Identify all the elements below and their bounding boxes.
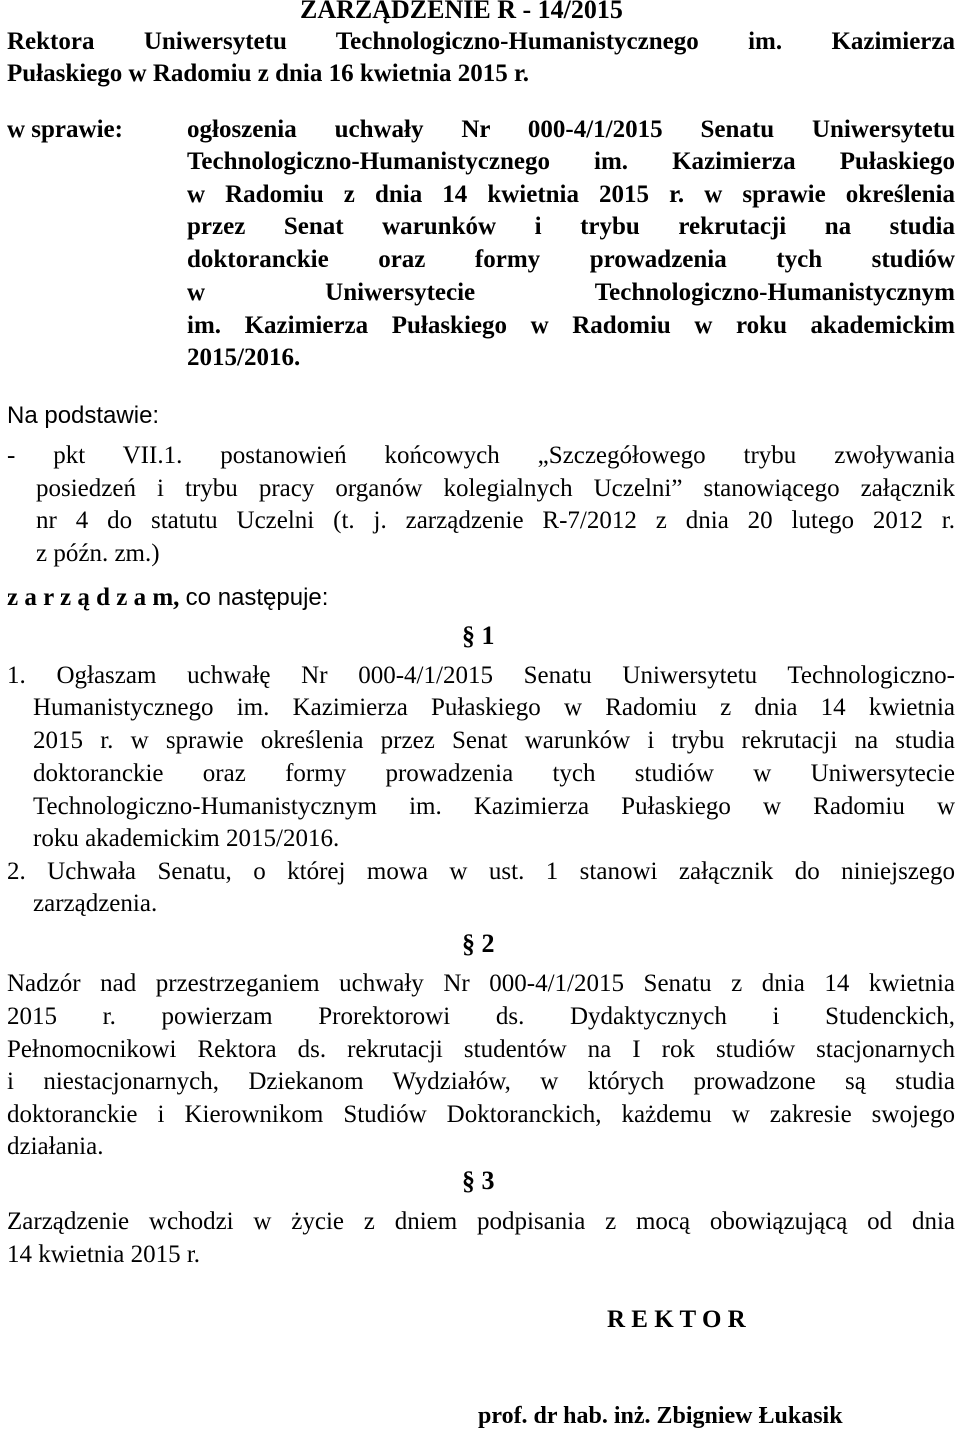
section-2-line: 2015 r. powierzam Prorektorowi ds. Dydaktycznych i Studenckich, (7, 1003, 955, 1030)
issuer-line-2: Pułaskiego w Radomiu z dnia 16 kwietnia 2015 r. (7, 60, 530, 87)
order-phrase (7, 582, 328, 614)
section-2-line: Pełnomocnikowi Rektora ds. rekrutacji studentów na I rok studiów stacjonarnych (7, 1036, 955, 1063)
document-title: ZARZĄDZENIE R - 14/2015 (300, 0, 623, 24)
subject-line: w Uniwersytecie Technologiczno-Humanistycznym (187, 279, 955, 306)
basis-line: posiedzeń i trybu pracy organów kolegialnych Uczelni” stanowiącego załącznik (36, 475, 955, 502)
section-3-mark: § 3 (462, 1166, 495, 1195)
subject-label: w sprawie: (7, 116, 123, 143)
section-1-mark: § 1 (462, 621, 495, 650)
section-2-line: Nadzór nad przestrzeganiem uchwały Nr 000-4/1/2015 Senatu z dnia 14 kwietnia (7, 970, 955, 997)
subject-line: Technologiczno-Humanistycznego im. Kazimierza Pułaskiego (187, 148, 955, 175)
section-1-line: zarządzenia. (33, 890, 158, 917)
subject-line: przez Senat warunków i trybu rekrutacji na studia (187, 213, 955, 240)
basis-label: Na podstawie: (7, 402, 160, 429)
section-1-line: 1. Ogłaszam uchwałę Nr 000-4/1/2015 Senatu Uniwersytetu Technologiczno- (7, 662, 955, 689)
section-3-line: Zarządzenie wchodzi w życie z dniem podpisania z mocą obowiązującą od dnia (7, 1208, 955, 1235)
issuer-line-1: Rektora Uniwersytetu Technologiczno-Humanistycznego im. Kazimierza (7, 28, 955, 55)
signature-name: prof. dr hab. inż. Zbigniew Łukasik (478, 1403, 843, 1429)
order-rest: co następuje: (185, 584, 329, 611)
section-2-line: działania. (7, 1133, 104, 1160)
basis-line: z późn. zm.) (36, 540, 160, 567)
subject-line: im. Kazimierza Pułaskiego w Radomiu w roku akademickim (187, 312, 955, 339)
section-1-line: 2. Uchwała Senatu, o której mowa w ust. 1 stanowi załącznik do niniejszego (7, 858, 955, 885)
section-1-line: doktoranckie oraz formy prowadzenia tych studiów w Uniwersytecie (33, 760, 955, 787)
section-2-mark: § 2 (462, 929, 495, 958)
subject-line: w Radomiu z dnia 14 kwietnia 2015 r. w sprawie określenia (187, 181, 955, 208)
section-1-line: Technologiczno-Humanistycznym im. Kazimierza Pułaskiego w Radomiu w (33, 793, 955, 820)
subject-line: doktoranckie oraz formy prowadzenia tych studiów (187, 246, 955, 273)
section-2-line: i niestacjonarnych, Dziekanom Wydziałów, w których prowadzone są studia (7, 1068, 955, 1095)
basis-line: - pkt VII.1. postanowień końcowych „Szczegółowego trybu zwoływania (7, 442, 955, 469)
section-2-line: doktoranckie i Kierownikom Studiów Doktoranckich, każdemu w zakresie swojego (7, 1101, 955, 1128)
section-1-line: 2015 r. w sprawie określenia przez Senat warunków i trybu rekrutacji na studia (33, 727, 955, 754)
basis-line: nr 4 do statutu Uczelni (t. j. zarządzenie R-7/2012 z dnia 20 lutego 2012 r. (36, 507, 955, 534)
section-3-line: 14 kwietnia 2015 r. (7, 1241, 201, 1268)
signature-role: R E K T O R (607, 1306, 746, 1333)
subject-line: 2015/2016. (187, 344, 301, 371)
section-1-line: Humanistycznego im. Kazimierza Pułaskiego w Radomiu z dnia 14 kwietnia (33, 694, 955, 721)
subject-line: ogłoszenia uchwały Nr 000-4/1/2015 Senatu Uniwersytetu (187, 116, 955, 143)
section-1-line: roku akademickim 2015/2016. (33, 825, 340, 852)
order-keyword: z a r z ą d z a m, (7, 584, 180, 611)
